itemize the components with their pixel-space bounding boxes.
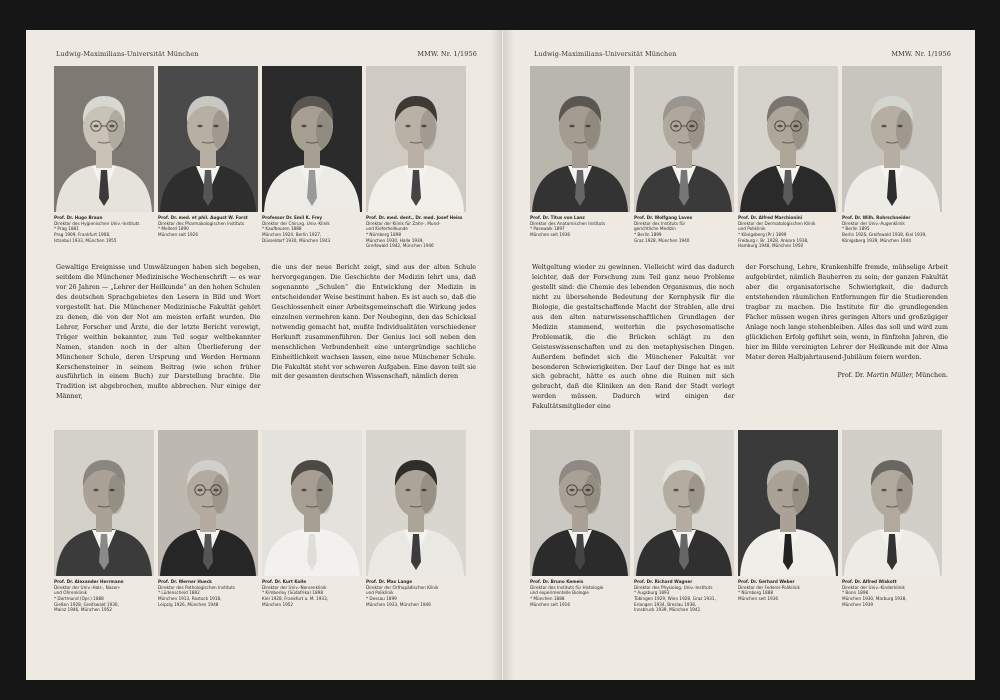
caption-name: Prof. Dr. Wilh. Rohrschneider [842, 215, 911, 220]
caption-line: Freiburg i. Br. 1928, Ankara 1938, [738, 237, 809, 243]
portrait-card [366, 66, 466, 249]
portrait-card [634, 430, 734, 613]
portrait-photo [366, 66, 466, 212]
text-column [532, 263, 735, 412]
portrait-image [366, 430, 466, 576]
caption-name: Prof. Dr. Bruno Kemeis [530, 579, 584, 584]
caption-name: Prof. Dr. Wolfgang Laves [634, 215, 693, 220]
caption-name: Prof. Dr. Kurt Kolle [262, 579, 307, 584]
caption-line: Königsberg 1939, München 1944 [842, 237, 912, 243]
caption-name: Prof. Dr. Richard Wagner [634, 579, 693, 584]
paragraph: Gewaltige Ereignisse und Umwälzungen haben sich begeben, seitdem die Münchener Medizinische Wochenschrift — es war vor 26 Jahren — „Lehrer der Heilkunde“ an den hohen Schulen des deutschen Sprachgebietes den Lesern in Bild und Wort vorgestellt hat. Die Münchener Medizinische Fakultät gehört zu denen, die von der Not am meisten erfaßt wurden. Die Lehrer, Forscher und Ärzte, die der letzte Bericht verewigt, Träger weithin bekannter, zum Teil sogar weltbekannter Namen, standen noch in der alten Überlieferung der Münchener Schule, deren Ursprung und Werden Hermann Kerschensteiner in seinem Beitrag (wie schon früher ausführlich in einem Buch) zur Darstellung brachte. Die Tradition ist abgebrochen, mußte abbrechen. Nur einige der Männer, [56, 264, 261, 401]
portrait-photo [634, 66, 734, 212]
portrait-caption [530, 215, 630, 238]
caption-name: Prof. Dr. med. et phil. August W. Forst [158, 215, 248, 220]
caption-line: * Pasewalk 1897 [530, 226, 565, 232]
portrait-card [262, 66, 362, 249]
caption-line: Direktor der Univ.-Nervenklinik [262, 584, 327, 590]
caption-line: und experimentelle Biologie [530, 590, 589, 596]
left-page [26, 30, 502, 680]
caption-line: und Poliklinik [738, 226, 766, 232]
portrait-row-top [530, 66, 942, 249]
caption-line: Mainz 1946, München 1952 [54, 607, 112, 613]
portrait-caption [842, 579, 942, 607]
portrait-image [738, 430, 838, 576]
caption-name: Professor Dr. Emil K. Frey [262, 215, 323, 220]
caption-line: * Bonn 1898 [842, 590, 869, 596]
portrait-card [54, 66, 154, 249]
right-page [503, 30, 975, 680]
caption-line: * Nürnberg 1888 [738, 590, 774, 596]
portrait-card [530, 66, 630, 249]
portrait-card [158, 66, 258, 249]
portrait-image [530, 66, 630, 212]
portrait-caption [738, 215, 838, 249]
paragraph: Weltgeltung wieder zu gewinnen. Vielleicht wird das dadurch leichter, daß der Forschung zum Teil ganz neue Probleme gestellt sind: die Chemie des lebenden Organismus, die noch nicht zu übersehende Bedeutung der Kernphysik für die Biologie, die gestaltschaffende Macht der Strahlen, alle drei aus den alten naturwissenschaftlichen Grundlagen der Medizin stammend, weiterhin die psychosomatische Problematik, die die Brücken schlägt zu den Geisteswissenschaften und zu den metaphysischen Dingen. Außerdem befindet sich die Münchener Fakultät vor besonderen Schwierigkeiten. Der Lauf der Dinge hat es mit sich gebracht, hätte es auch ohne die Ruinen mit sich gebracht, daß die Kliniken an den Rand der Stadt verlegt werden müssen. Dadurch wird einigen der Fakultätsmitglieder eine [532, 264, 735, 411]
caption-line: * Berlin 1899 [634, 232, 662, 238]
portrait-photo [842, 430, 942, 576]
portrait-image [54, 66, 154, 212]
portrait-card [262, 430, 362, 613]
portrait-card [54, 430, 154, 613]
caption-line: München 1930, Halle 1939, [366, 237, 424, 243]
portrait-image [262, 430, 362, 576]
caption-name: Prof. Dr. med. dent., Dr. med. Josef Heiss [366, 215, 463, 220]
caption-line: München 1933, München 1946 [366, 601, 431, 607]
signature-name: Martin Müller, [866, 370, 914, 379]
paragraph: die uns der neue Bericht zeigt, sind aus der alten Schule hervorgegangen. Die Geschichte der Medizin lehrt uns, daß sogenannte „Schulen“ die Entwicklung der Medizin in entscheidender Weise bestimmt haben. Es ist auch so, daß die Geschlossenheit einer Arbeitsgemeinschaft die Wirkung jedes einzelnen vermehren kann. Der Neubeginn, den das Schicksal notwendig gemacht hat, mußte Individualitäten verschiedener Herkunft zusammenführen. Der Genius loci soll neben den menschlichen Verbundenheit eine untergründige sachliche Einheitlichkeit wachsen lassen, eine neue Münchener Schule. Die Fakultät steht vor schweren Aufgaben. Eine davon teilt sie mit der gesamten deutschen Wissenschaft, nämlich deren [271, 264, 476, 381]
running-head-issue: MMW. Nr. 1/1956 [417, 50, 477, 58]
caption-line: Erlangen 1934, Breslau 1938, [634, 601, 697, 607]
author-signature [746, 370, 949, 380]
caption-line: Direktor des Physiolog. Univ.-Instituts [634, 584, 713, 590]
portrait-caption [738, 579, 838, 602]
caption-line: Direktor des Pharmakologischen Instituts [158, 220, 245, 226]
portrait-row-bottom [54, 430, 466, 613]
caption-line: München 1930, Marburg 1938, [842, 596, 907, 602]
portrait-image [530, 430, 630, 576]
text-column [746, 263, 949, 412]
portrait-card [738, 66, 838, 249]
portrait-image [158, 430, 258, 576]
caption-name: Prof. Dr. Alfred Wiskott [842, 579, 897, 584]
caption-line: Istanbul 1933, München 1955 [54, 237, 117, 243]
caption-line: * Augsburg 1893 [634, 590, 670, 596]
portrait-caption [530, 579, 630, 607]
caption-line: Direktor der Federer-Poliklinik [738, 584, 800, 590]
caption-line: Berlin 1926, Greifswald 1938, Kiel 1939, [842, 232, 927, 238]
caption-line: Graz 1928, München 1940 [634, 237, 690, 243]
gutter-shadow [491, 30, 501, 680]
caption-line: * Mellerd 1890 [158, 226, 189, 232]
portrait-caption [366, 215, 466, 249]
caption-line: Direktor der Univ.-Hals-, Nasen- [54, 584, 121, 590]
caption-line: Hamburg 1948, München 1950 [738, 243, 804, 249]
running-head-left: Ludwig-Maximilians-Universität München [56, 50, 199, 58]
caption-line: Düsseldorf 1930, München 1943 [262, 237, 331, 243]
text-column [56, 263, 261, 402]
portrait-card [158, 430, 258, 613]
portrait-card [366, 430, 466, 613]
caption-name: Prof. Dr. Max Lange [366, 579, 413, 584]
caption-line: Direktor der Dermatologischen Klinik [738, 220, 816, 226]
caption-line: * Prag 1881 [54, 226, 79, 232]
caption-line: * Dessau 1899 [366, 596, 397, 602]
caption-name: Prof. Dr. Alexander Herrmann [54, 579, 124, 584]
caption-line: Kiel 1928, Frankfurt a. M. 1933, [262, 596, 329, 602]
caption-line: Greifswald 1942, München 1946 [366, 243, 434, 249]
article-text [56, 263, 476, 402]
portrait-photo [54, 66, 154, 212]
signature-place: München. [915, 370, 948, 379]
portrait-row-top [54, 66, 466, 249]
caption-line: Prag 1909, Frankfurt 1908, [54, 232, 111, 238]
portrait-photo [262, 66, 362, 212]
caption-line: und Ohrenklinik [54, 590, 88, 596]
portrait-caption [634, 215, 734, 243]
portrait-photo [530, 430, 630, 576]
caption-line: gerichtliche Medizin [634, 226, 676, 232]
caption-line: Tübingen 1929, Wien 1928, Graz 1931, [634, 596, 716, 602]
caption-name: Prof. Dr. Titus von Lanz [530, 215, 585, 220]
portrait-photo [54, 430, 154, 576]
portrait-image [634, 66, 734, 212]
portrait-photo [158, 430, 258, 576]
caption-line: * Nürnberg 1898 [366, 232, 402, 238]
portrait-photo [738, 430, 838, 576]
portrait-photo [262, 430, 362, 576]
portrait-image [366, 66, 466, 212]
caption-line: Direktor der Klinik für Zahn-, Mund- [366, 220, 441, 226]
portrait-image [54, 430, 154, 576]
portrait-photo [738, 66, 838, 212]
portrait-caption [262, 215, 362, 243]
caption-line: Direktor der Univ.-Kinderklinik [842, 584, 905, 590]
portrait-caption [158, 215, 258, 238]
portrait-row-bottom [530, 430, 942, 613]
caption-line: München 1924, Berlin 1927, [262, 232, 322, 238]
caption-name: Prof. Dr. Alfred Marchionini [738, 215, 803, 220]
portrait-card [738, 430, 838, 613]
caption-line: Direktor der Univ.-Augenklinik [842, 220, 905, 226]
paragraph: der Forschung, Lehre, Krankenhilfe fremde, mühselige Arbeit aufgebürdet, nämlich Bauherren zu sein; der ganzen Fakultät aber die organisatorische Schwierigkeit, die dadurch entstehenden räumlichen Entfernungen für die Studierenden tragbar zu machen. Die Institute für die grundlegenden Fächer müssen wegen ihres geringen Alters und großzügiger Anlage noch lange stehenbleiben. Alles das soll und wird zum glücklichen Erfolg geführt sein, wenn, in fünfzehn Jahren, die hier im Bilde vereinigten Lehrer der Heilkunde mit der Alma Mater deren Halbjahrtausend-Jubiläum feiern werden. [745, 264, 948, 361]
caption-line: München seit 1936 [738, 596, 778, 602]
portrait-image [634, 430, 734, 576]
caption-line: * Berlin 1895 [842, 226, 870, 232]
portrait-caption [158, 579, 258, 607]
text-column [272, 263, 477, 402]
caption-line: München seit 1926 [158, 232, 198, 238]
caption-line: Direktor des Pathologischen Instituts [158, 584, 236, 590]
caption-line: und Poliklinik [366, 590, 394, 596]
portrait-photo [158, 66, 258, 212]
portrait-photo [366, 430, 466, 576]
caption-line: Leipzig 1926, München 1948 [158, 601, 219, 607]
portrait-caption [842, 215, 942, 243]
portrait-card [530, 430, 630, 613]
caption-line: * Königsberg (Pr.) 1899 [738, 232, 787, 238]
caption-line: München 1939 [842, 601, 874, 607]
caption-line: Direktor der Chirurg. Univ.-Klinik [262, 220, 330, 226]
caption-line: * Kaufbeuren 1888 [262, 226, 302, 232]
portrait-image [262, 66, 362, 212]
caption-name: Prof. Dr. Gerhard Weber [738, 579, 795, 584]
portrait-card [842, 430, 942, 613]
caption-line: und Kieferheilkunde [366, 226, 408, 232]
portrait-card [842, 66, 942, 249]
portrait-card [634, 66, 734, 249]
portrait-caption [634, 579, 734, 613]
caption-line: Direktor der Orthopädischen Klinik [366, 584, 439, 590]
caption-line: Innsbruck 1939, München 1941 [634, 607, 701, 613]
caption-line: München seit 1936 [530, 232, 570, 238]
gutter-shadow [504, 30, 514, 680]
caption-line: Direktor des Instituts für Histologie [530, 584, 604, 590]
portrait-photo [530, 66, 630, 212]
running-head-left: Ludwig-Maximilians-Universität München [534, 50, 677, 58]
caption-line: München 1913, Rostock 1918, [158, 596, 222, 602]
caption-line: * Kimberley (Südafrika) 1898 [262, 590, 323, 596]
caption-line: Direktor des Instituts für [634, 220, 686, 226]
caption-name: Prof. Dr. Hugo Braun [54, 215, 103, 220]
caption-line: * Dortmund (Opr.) 1888 [54, 596, 104, 602]
caption-line: * München 1888 [530, 596, 565, 602]
portrait-image [842, 430, 942, 576]
portrait-caption [366, 579, 466, 607]
caption-line: * Lüdenscheid 1882 [158, 590, 200, 596]
caption-line: Direktor des Hygienischen Univ.-Instituts [54, 220, 140, 226]
caption-line: München seit 1916 [530, 601, 570, 607]
caption-line: Direktor des Anatomischen Instituts [530, 220, 606, 226]
portrait-photo [634, 430, 734, 576]
running-head-issue: MMW. Nr. 1/1956 [891, 50, 951, 58]
article-text [532, 263, 948, 412]
signature-prefix: Prof. Dr. [837, 370, 865, 379]
caption-name: Prof. Dr. Werner Hueck [158, 579, 212, 584]
portrait-caption [54, 215, 154, 243]
caption-line: München 1952 [262, 601, 294, 607]
portrait-image [738, 66, 838, 212]
portrait-caption [54, 579, 154, 613]
portrait-photo [842, 66, 942, 212]
portrait-image [842, 66, 942, 212]
portrait-caption [262, 579, 362, 607]
portrait-image [158, 66, 258, 212]
caption-line: Gießen 1928, Greifswald 1930, [54, 601, 119, 607]
